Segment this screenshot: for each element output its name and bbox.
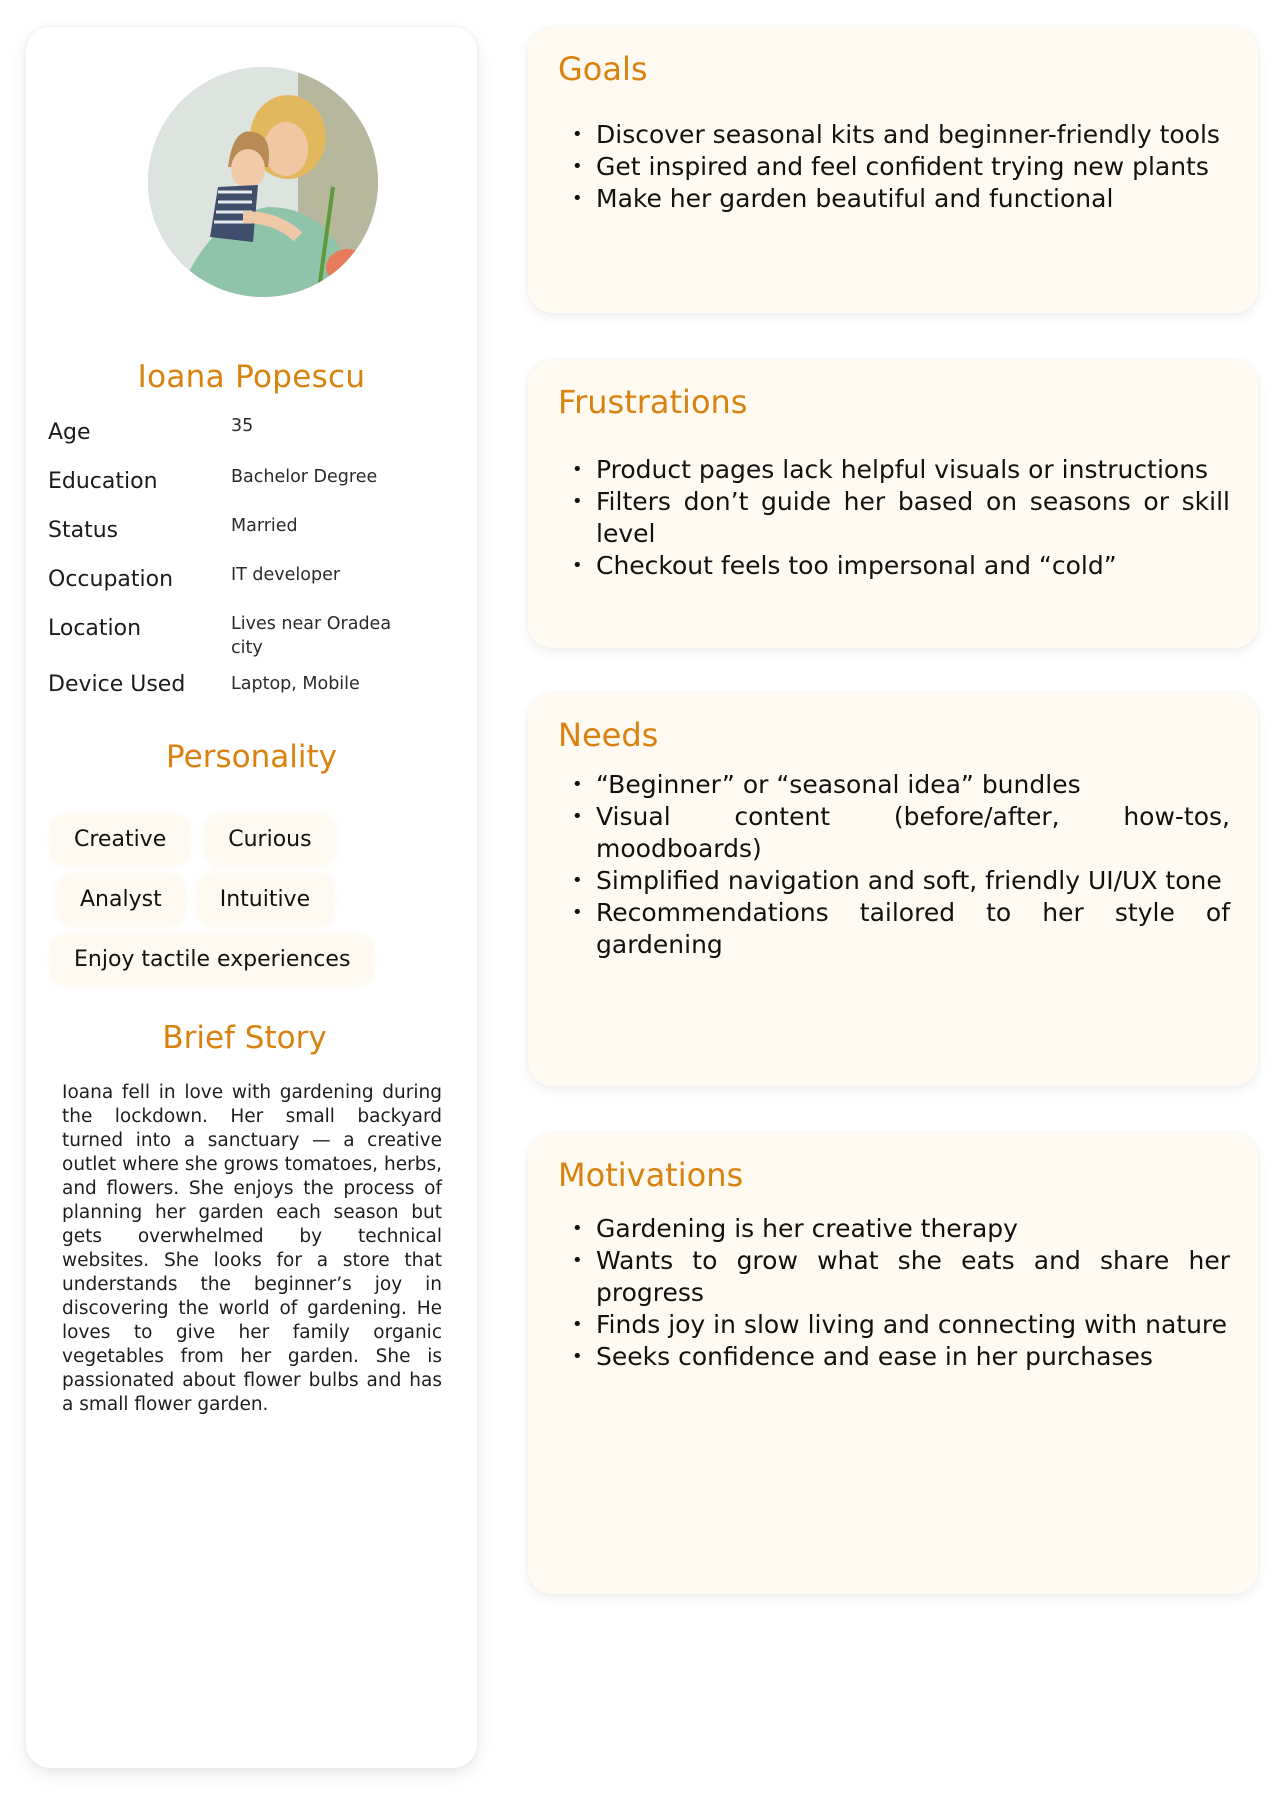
info-value: Bachelor Degree	[231, 467, 378, 487]
list-item: • Make her garden beautiful and functional	[572, 184, 1114, 213]
bullet-icon: •	[572, 188, 583, 209]
info-row-location	[48, 616, 468, 672]
bullet-icon: •	[572, 806, 583, 827]
info-value: Married	[231, 516, 298, 536]
frustrations-card	[528, 360, 1258, 648]
list-item: • Get inspired and feel confident trying new plants	[572, 152, 1209, 181]
info-label: Education	[48, 469, 158, 494]
motivations-heading: Motivations	[558, 1156, 744, 1194]
bullet-icon: •	[572, 491, 583, 512]
avatar-illustration	[148, 67, 378, 297]
frustrations-list	[566, 454, 1230, 582]
info-value: Lives near Oradea city	[231, 614, 392, 658]
list-item: • “Beginner” or “seasonal idea” bundles	[572, 770, 1081, 799]
bullet-icon: •	[572, 156, 583, 177]
personality-tag: Curious	[206, 815, 333, 865]
bullet-icon: •	[572, 774, 583, 795]
goals-heading: Goals	[558, 50, 648, 88]
list-item: • Visual content (before/after, how-tos, moodboards)	[572, 802, 1230, 863]
needs-list	[566, 769, 1230, 961]
info-label: Occupation	[48, 567, 174, 592]
list-item: • Finds joy in slow living and connecting with nature	[572, 1310, 1228, 1339]
motivations-list	[566, 1213, 1230, 1373]
profile-card	[26, 27, 477, 1768]
bullet-icon: •	[572, 1346, 583, 1367]
bullet-icon: •	[572, 1218, 583, 1239]
info-row-age	[48, 416, 468, 469]
list-item: • Checkout feels too impersonal and “cold”	[572, 551, 1117, 580]
personality-tag: Enjoy tactile experiences	[52, 935, 372, 985]
list-item: • Product pages lack helpful visuals or instructions	[572, 455, 1209, 484]
bullet-icon: •	[572, 902, 583, 923]
tag-row	[52, 935, 432, 985]
goals-card	[528, 27, 1258, 313]
personality-heading: Personality	[166, 739, 337, 775]
story-text: Ioana fell in love with gardening during the lockdown. Her small backyard turned into a sanctuary — a creative outlet where she grows tomatoes, herbs, and flowers. She enjoys the process of planning her garden each season but gets overwhelmed by technical websites. She looks for a store that understands the beginner’s joy in discovering the world of gardening. He loves to give her family organic vegetables from her garden. She is passionated about flower bulbs and has a small flower garden.	[62, 1082, 442, 1415]
info-row-occupation	[48, 567, 468, 616]
info-value: Laptop, Mobile	[231, 674, 360, 694]
info-value: 35	[231, 416, 254, 436]
list-item: • Filters don’t guide her based on seasons or skill level	[572, 487, 1230, 548]
bullet-icon: •	[572, 870, 583, 891]
info-label: Device Used	[48, 672, 186, 697]
list-item: • Wants to grow what she eats and share her progress	[572, 1246, 1230, 1307]
personality-tag: Analyst	[58, 875, 184, 925]
info-value: IT developer	[231, 565, 341, 585]
list-item: • Discover seasonal kits and beginner-friendly tools	[572, 120, 1220, 149]
needs-card	[528, 693, 1258, 1086]
info-label: Age	[48, 420, 91, 445]
bullet-icon: •	[572, 555, 583, 576]
bullet-icon: •	[572, 1250, 583, 1271]
info-row-device	[48, 672, 468, 712]
demographics-list	[48, 416, 468, 712]
personality-tags	[52, 815, 432, 995]
info-label: Status	[48, 518, 119, 543]
motivations-card	[528, 1133, 1258, 1594]
personality-tag: Creative	[52, 815, 188, 865]
info-row-status	[48, 518, 468, 567]
bullet-icon: •	[572, 1314, 583, 1335]
bullet-icon: •	[572, 459, 583, 480]
list-item: • Seeks confidence and ease in her purchases	[572, 1342, 1153, 1371]
tag-row	[52, 815, 432, 865]
info-label: Location	[48, 616, 142, 641]
frustrations-heading: Frustrations	[558, 383, 748, 421]
personality-tag: Intuitive	[198, 875, 332, 925]
list-item: • Recommendations tailored to her style of gardening	[572, 898, 1230, 959]
info-row-education	[48, 469, 468, 518]
avatar-photo	[148, 67, 378, 297]
list-item: • Simplified navigation and soft, friendly UI/UX tone	[572, 866, 1222, 895]
needs-heading: Needs	[558, 716, 659, 754]
story-heading: Brief Story	[162, 1020, 327, 1056]
bullet-icon: •	[572, 124, 583, 145]
tag-row	[52, 875, 432, 925]
goals-list	[566, 119, 1230, 215]
persona-name: Ioana Popescu	[137, 359, 366, 395]
list-item: • Gardening is her creative therapy	[572, 1214, 1018, 1243]
